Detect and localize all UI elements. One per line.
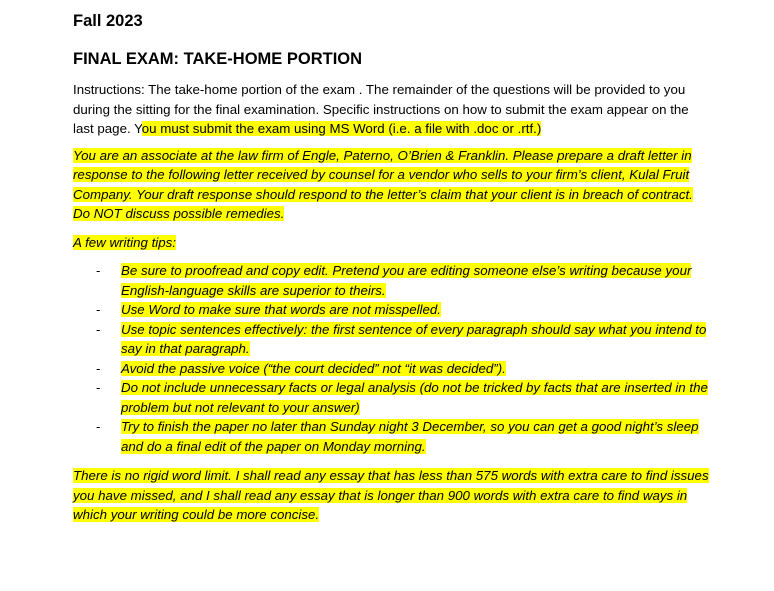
instructions-text: Instructions: The take-home portion of the exam . The remainder of the questions will be provided to you during the sitting for the final examination. Specific instructions on how to submit the exam appear on the last page. Y [73, 82, 689, 136]
closing-text: There is no rigid word limit. I shall read any essay that has less than 575 words with extra care to find issues you have missed, and I shall read any essay that is longer than 900 words with extra care to find ways in which your writing could be more concise. [73, 468, 709, 522]
tip-text: Do not include unnecessary facts or legal analysis (do not be tricked by facts that are inserted in the problem but not relevant to your answer) [121, 380, 708, 415]
document-page [73, 10, 713, 525]
exam-title: FINAL EXAM: TAKE-HOME PORTION [73, 50, 363, 68]
list-dash: - [96, 380, 101, 395]
tip-text: Try to finish the paper no later than Sunday night 3 December, so you can get a good night’s sleep and do a final edit of the paper on Monday morning. [121, 419, 699, 454]
closing-paragraph [73, 466, 713, 525]
list-item [73, 300, 713, 320]
tips-list [73, 261, 713, 456]
instructions-paragraph [73, 80, 713, 139]
prompt-text: You are an associate at the law firm of Engle, Paterno, O’Brien & Franklin. Please prepare a draft letter in response to the following letter received by counsel for a vendor who sells to your firm’s client, Kulal Fruit Company. Your draft response should respond to the letter’s claim that your client is in breach of contract. Do NOT discuss possible remedies. [73, 147, 693, 221]
list-item [73, 417, 713, 456]
instructions-highlighted-text: ou must submit the exam using MS Word (i.e. a file with .doc or .rtf.) [141, 121, 542, 136]
list-dash: - [96, 263, 101, 278]
term-heading: Fall 2023 [73, 12, 143, 30]
tips-heading-text: A few writing tips: [73, 234, 176, 250]
list-item [73, 261, 713, 300]
tip-text: Avoid the passive voice (“the court decided” not “it was decided”). [121, 360, 506, 376]
list-dash: - [96, 360, 101, 376]
list-item [73, 359, 713, 379]
list-dash: - [96, 321, 101, 337]
list-dash: - [96, 302, 101, 317]
list-item [73, 320, 713, 359]
list-item [73, 378, 713, 417]
tips-heading [73, 233, 713, 253]
tip-text: Use topic sentences effectively: the first sentence of every paragraph should say what you intend to say in that paragraph. [121, 321, 707, 356]
list-dash: - [96, 419, 101, 434]
prompt-paragraph [73, 146, 713, 224]
tip-text: Use Word to make sure that words are not misspelled. [121, 302, 441, 317]
tip-text: Be sure to proofread and copy edit. Pretend you are editing someone else’s writing because your English-language skills are superior to theirs. [121, 263, 692, 298]
